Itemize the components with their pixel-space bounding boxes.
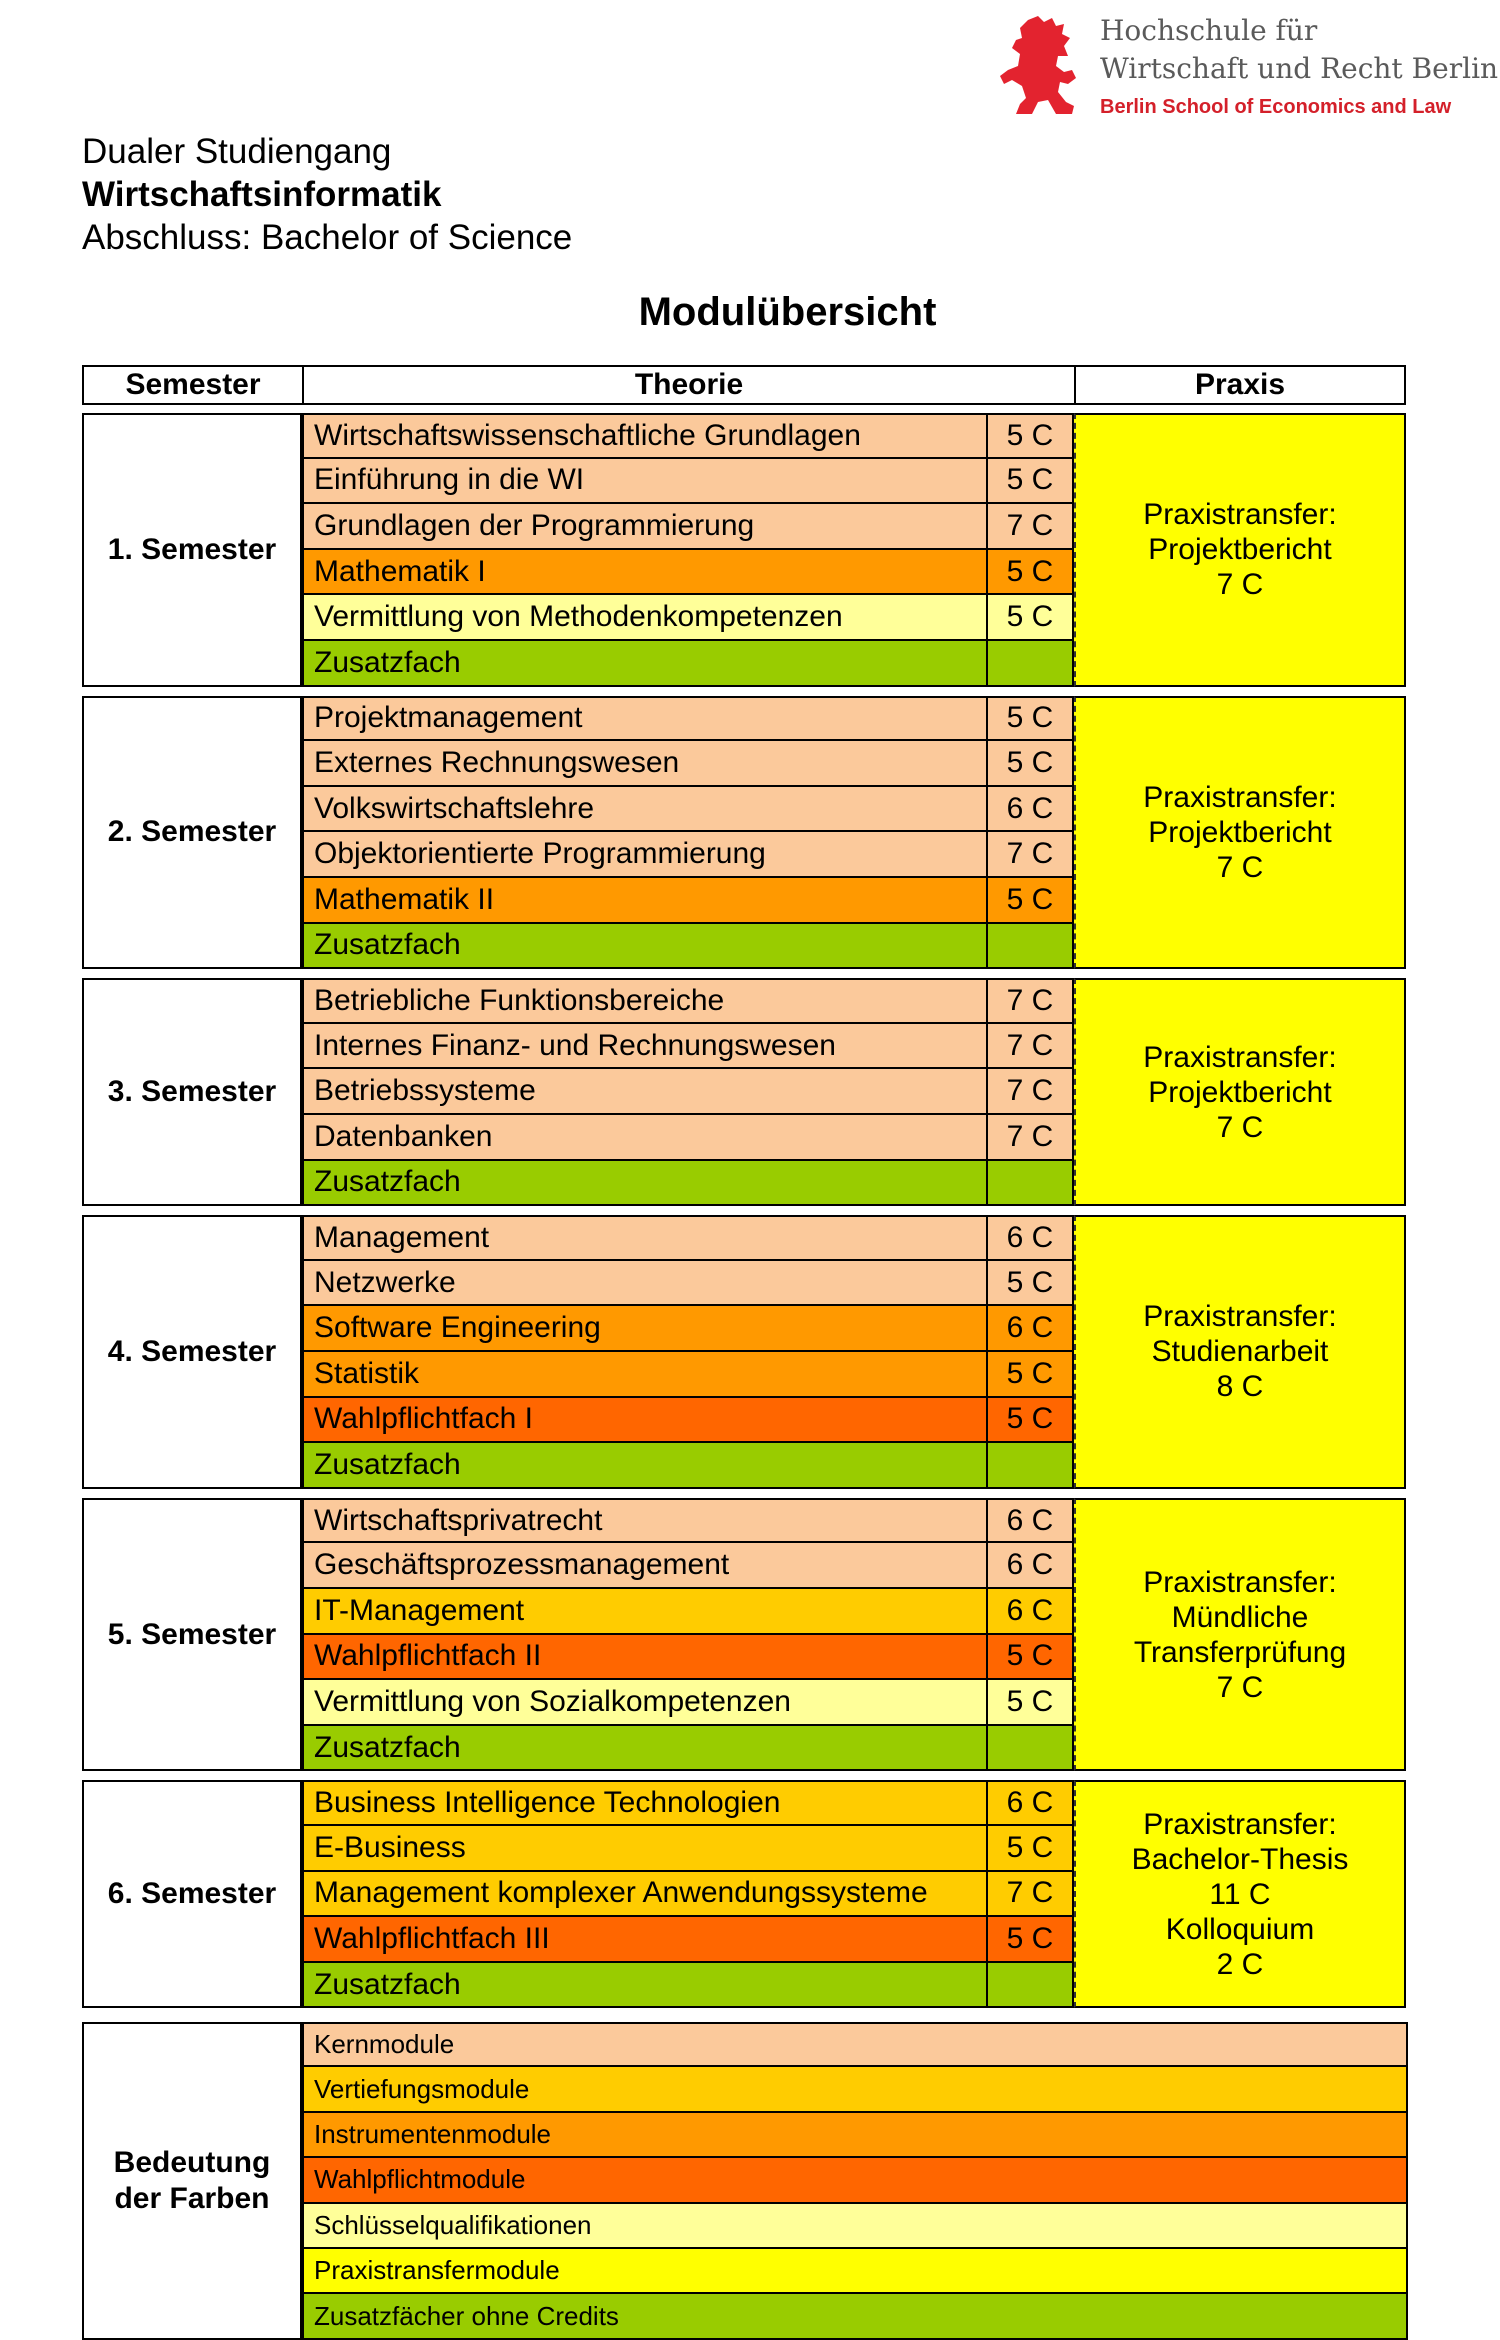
module-name: Zusatzfach [304,1161,988,1205]
module-row [302,413,1074,459]
semester-label: 2. Semester [82,696,302,970]
legend-item: Praxistransfermodule [302,2249,1408,2294]
semester-label: 5. Semester [82,1498,302,1772]
module-name: Netzwerke [304,1261,988,1305]
column-header-praxis: Praxis [1074,365,1406,405]
praxis-line: 7 C [1216,850,1264,884]
praxis-line: 7 C [1216,1670,1264,1704]
praxis-line: Praxistransfer: [1143,1300,1337,1334]
module-credits: 7 C [1006,983,1054,1017]
module-name: Statistik [304,1352,988,1396]
module-credits: 5 C [1006,600,1054,634]
praxis-line: Praxistransfer: [1143,1040,1337,1074]
berlin-bear-icon [998,14,1086,118]
module-name: E-Business [304,1826,988,1870]
module-credits: 6 C [1006,1786,1054,1820]
praxis-line: Praxistransfer: [1143,1565,1337,1599]
praxis-line: 7 C [1216,1110,1264,1144]
logo-name-line1: Hochschule für [1100,14,1318,47]
module-name: Wahlpflichtfach III [304,1917,988,1961]
semester-label: 6. Semester [82,1780,302,2008]
praxis-transfer [1074,1215,1406,1489]
legend-item: Instrumentenmodule [302,2113,1408,2158]
semester-modules [302,1780,1074,2008]
praxis-line: Kolloquium [1165,1912,1315,1946]
module-credits: 5 C [1006,418,1054,452]
module-name: Wahlpflichtfach II [304,1635,988,1679]
semester-modules [302,1215,1074,1489]
module-row [302,1498,1074,1544]
column-header-semester: Semester [82,365,304,405]
legend-label-line1: Bedeutung [113,2146,271,2179]
module-credits [988,1443,1072,1487]
module-credits: 5 C [1006,554,1054,588]
module-credits: 5 C [1006,1265,1054,1299]
module-credits [988,1161,1072,1205]
semester-label: 1. Semester [82,413,302,687]
module-row [302,832,1074,878]
logo-name-line2: Wirtschaft und Recht Berlin [1100,52,1499,85]
praxis-line: Bachelor-Thesis [1131,1842,1349,1876]
module-row [302,1024,1074,1070]
module-name: Mathematik II [304,878,988,922]
module-row [302,1215,1074,1261]
module-row [302,550,1074,596]
module-row [302,1398,1074,1444]
module-row [302,696,1074,742]
module-name: Business Intelligence Technologien [304,1782,988,1824]
module-credits: 5 C [1006,1921,1054,1955]
praxis-line: Praxistransfer: [1143,780,1337,814]
legend-item: Kernmodule [302,2022,1408,2067]
module-row [302,459,1074,505]
module-name: Einführung in die WI [304,459,988,503]
praxis-transfer [1074,978,1406,1206]
module-credits: 6 C [1006,1593,1054,1627]
module-name: Betriebssysteme [304,1069,988,1113]
module-name: Externes Rechnungswesen [304,741,988,785]
module-name: Volkswirtschaftslehre [304,787,988,831]
module-row [302,1261,1074,1307]
praxis-line: 11 C [1209,1877,1271,1911]
module-name: Betriebliche Funktionsbereiche [304,980,988,1022]
legend-label [82,2022,302,2340]
module-name: Mathematik I [304,550,988,594]
module-credits: 7 C [1006,837,1054,871]
module-credits: 6 C [1006,1503,1054,1537]
legend-item: Zusatzfächer ohne Credits [302,2294,1408,2339]
module-row [302,1069,1074,1115]
module-row [302,595,1074,641]
semester-label: 4. Semester [82,1215,302,1489]
module-row [302,1306,1074,1352]
module-credits: 6 C [1006,1311,1054,1345]
praxis-transfer [1074,696,1406,970]
logo-subtitle: Berlin School of Economics and Law [1100,96,1452,118]
module-row [302,1872,1074,1918]
module-name: Zusatzfach [304,1443,988,1487]
praxis-line: Projektbericht [1148,533,1332,567]
module-name: Management komplexer Anwendungssysteme [304,1872,988,1916]
module-credits [988,641,1072,685]
module-name: Wirtschaftsprivatrecht [304,1500,988,1542]
legend-label-line2: der Farben [114,2182,270,2215]
module-credits [988,924,1072,968]
praxis-line: 2 C [1216,1947,1264,1981]
program-type: Dualer Studiengang [82,132,392,171]
praxis-line: 7 C [1216,568,1264,602]
module-row [302,1352,1074,1398]
module-row [302,641,1074,687]
module-credits: 6 C [1006,1548,1054,1582]
semester-modules [302,413,1074,687]
legend-item: Vertiefungsmodule [302,2067,1408,2112]
color-legend [302,2022,1408,2340]
module-name: Wirtschaftswissenschaftliche Grundlagen [304,415,988,457]
module-row [302,1161,1074,1207]
column-header-theorie: Theorie [302,365,1076,405]
module-credits: 5 C [1006,1356,1054,1390]
module-row [302,1443,1074,1489]
module-name: Vermittlung von Methodenkompetenzen [304,595,988,639]
module-credits: 5 C [1006,1830,1054,1864]
praxis-line: Projektbericht [1148,815,1332,849]
degree: Abschluss: Bachelor of Science [82,218,573,257]
module-name: Grundlagen der Programmierung [304,504,988,548]
module-row [302,1726,1074,1772]
praxis-line: Mündliche [1171,1600,1309,1634]
module-name: Management [304,1217,988,1259]
module-credits: 7 C [1006,508,1054,542]
module-row [302,978,1074,1024]
module-credits: 7 C [1006,1028,1054,1062]
module-name: Datenbanken [304,1115,988,1159]
module-row [302,1917,1074,1963]
praxis-line: Transferprüfung [1133,1635,1347,1669]
praxis-line: Praxistransfer: [1143,498,1337,532]
praxis-transfer [1074,413,1406,687]
module-credits: 7 C [1006,1876,1054,1910]
module-credits: 7 C [1006,1074,1054,1108]
module-name: Internes Finanz- und Rechnungswesen [304,1024,988,1068]
module-row [302,924,1074,970]
module-credits: 5 C [1006,701,1054,735]
module-row [302,1963,1074,2009]
legend-item: Schlüsselqualifikationen [302,2204,1408,2249]
praxis-transfer [1074,1780,1406,2008]
praxis-line: 8 C [1216,1370,1264,1404]
module-row [302,878,1074,924]
module-row [302,741,1074,787]
module-credits [988,1726,1072,1770]
module-name: Vermittlung von Sozialkompetenzen [304,1680,988,1724]
semester-modules [302,1498,1074,1772]
page-title: Modulübersicht [638,290,937,334]
module-name: Zusatzfach [304,641,988,685]
module-credits: 6 C [1006,1220,1054,1254]
module-credits: 5 C [1006,1402,1054,1436]
semester-label: 3. Semester [82,978,302,1206]
module-credits: 5 C [1006,745,1054,779]
module-row [302,1680,1074,1726]
module-name: Zusatzfach [304,1726,988,1770]
module-row [302,1589,1074,1635]
module-credits: 7 C [1006,1119,1054,1153]
module-name: Wahlpflichtfach I [304,1398,988,1442]
module-credits: 5 C [1006,1639,1054,1673]
praxis-line: Projektbericht [1148,1075,1332,1109]
module-credits: 5 C [1006,1684,1054,1718]
module-credits [988,1963,1072,2007]
module-name: Zusatzfach [304,1963,988,2007]
module-name: IT-Management [304,1589,988,1633]
module-name: Zusatzfach [304,924,988,968]
semester-modules [302,696,1074,970]
module-name: Software Engineering [304,1306,988,1350]
module-row [302,787,1074,833]
module-name: Projektmanagement [304,698,988,740]
semester-modules [302,978,1074,1206]
praxis-line: Studienarbeit [1151,1335,1329,1369]
program-name: Wirtschaftsinformatik [82,175,442,214]
module-credits: 5 C [1006,882,1054,916]
hwr-logo [998,12,1499,122]
praxis-transfer [1074,1498,1406,1772]
module-row [302,504,1074,550]
module-credits: 6 C [1006,791,1054,825]
praxis-line: Praxistransfer: [1143,1807,1337,1841]
module-credits: 5 C [1006,463,1054,497]
module-row [302,1780,1074,1826]
module-row [302,1543,1074,1589]
module-name: Geschäftsprozessmanagement [304,1543,988,1587]
legend-item: Wahlpflichtmodule [302,2158,1408,2203]
module-name: Objektorientierte Programmierung [304,832,988,876]
module-row [302,1826,1074,1872]
module-row [302,1635,1074,1681]
module-row [302,1115,1074,1161]
